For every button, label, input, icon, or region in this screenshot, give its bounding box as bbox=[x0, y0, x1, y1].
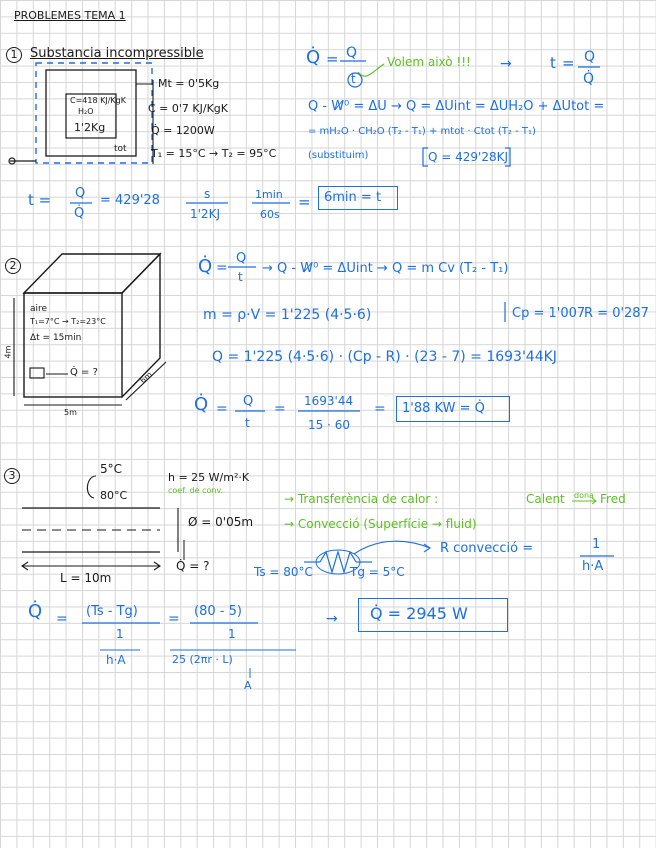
p3-final-arrow: → bbox=[326, 611, 338, 627]
p1-t-eq-qdot: Q̇ bbox=[583, 71, 595, 87]
p2-eq-3: = bbox=[274, 401, 286, 417]
problem-2-number: 2 bbox=[5, 258, 21, 274]
p1-eq-sign: = bbox=[326, 50, 339, 68]
p1-energy-line-1: Q - W̸⁰ = ΔU → Q = ΔUint = ΔUH₂O + ΔUtot = bbox=[308, 99, 605, 114]
box-label-mass: 1'2Kg bbox=[74, 121, 106, 134]
p3-final-num2: (80 - 5) bbox=[194, 604, 242, 619]
p3-r-num: 1 bbox=[592, 537, 601, 552]
box-label-c-water: C=418 KJ/KgK bbox=[70, 96, 126, 105]
cube-dim-bottom: 5m bbox=[64, 408, 77, 417]
p1-t-line-s: s bbox=[204, 187, 211, 201]
data-temperatures: T₁ = 15°C → T₂ = 95°C bbox=[151, 147, 277, 160]
p1-volem-note: Volem això !!! bbox=[387, 55, 471, 69]
p1-t-line-lhs: t = bbox=[28, 191, 52, 209]
cube-label-q: Q̇ = ? bbox=[70, 367, 98, 378]
p2-final-num: 1693'44 bbox=[304, 394, 354, 408]
p3-ts: Ts = 80°C bbox=[254, 565, 313, 579]
p3-h-value: h = 25 W/m²·K bbox=[168, 471, 250, 484]
p2-final-t: t bbox=[245, 416, 250, 430]
p2-eq-2: = bbox=[216, 401, 228, 417]
p1-t-line-value: = 429'28 bbox=[100, 193, 160, 208]
p3-r-label: R convecció = bbox=[440, 541, 534, 556]
p1-q-numerator: Q bbox=[346, 45, 358, 61]
p1-t-eq-sign: = bbox=[562, 54, 575, 72]
p1-substituim: (substituim) bbox=[308, 150, 369, 161]
data-heat-capacity: C = 0'7 KJ/KgK bbox=[148, 102, 228, 115]
p2-final-q: Q bbox=[243, 394, 254, 409]
problem-1-title: Substancia incompressible bbox=[30, 46, 204, 61]
p3-final-result: Q̇ = 2945 W bbox=[370, 604, 468, 623]
p1-t-line-eq: = bbox=[298, 193, 311, 211]
page-title: PROBLEMES TEMA 1 bbox=[14, 9, 126, 22]
p3-final-mid1: 1 bbox=[116, 627, 124, 641]
p1-t-line-60s: 60s bbox=[260, 208, 280, 221]
p1-t-line-kj: 1'2KJ bbox=[190, 207, 220, 221]
p3-diameter: Ø = 0'05m bbox=[188, 515, 254, 529]
p3-q-unknown: Q̇ = ? bbox=[176, 559, 210, 573]
p3-temp-outside: 5°C bbox=[100, 462, 123, 476]
cube-label-temps: T₁=7°C → T₂=23°C bbox=[30, 317, 106, 326]
p1-energy-line-2: = mH₂O · CH₂O (T₂ - T₁) + mtot · Ctot (T₂ - T₁) bbox=[308, 126, 536, 137]
p3-final-den2: 25 (2πr · L) bbox=[172, 653, 233, 666]
p2-q-num: Q bbox=[236, 251, 247, 266]
p2-t-den: t bbox=[238, 270, 243, 284]
p3-h-note: coef. de conv. bbox=[168, 486, 224, 495]
p2-eq-4: = bbox=[374, 401, 386, 417]
cube-label-dt: Δt = 15min bbox=[30, 333, 82, 343]
p3-length: L = 10m bbox=[60, 571, 112, 585]
data-mass-total: Mt = 0'5Kg bbox=[158, 77, 220, 90]
p3-final-area: A bbox=[244, 679, 252, 692]
p3-final-eq-2: = bbox=[168, 611, 180, 627]
p3-tg: Tg = 5°C bbox=[350, 565, 405, 579]
box-label-tot: tot bbox=[114, 144, 127, 154]
p3-final-qdot: Q̇ bbox=[28, 601, 43, 622]
p1-t-line-q: Q bbox=[75, 186, 86, 201]
p3-green-transfer: → Transferència de calor : bbox=[284, 492, 439, 506]
p2-line-1: → Q - W̸⁰ = ΔUint → Q = m Cv (T₂ - T₁) bbox=[262, 261, 509, 276]
p2-final-result: 1'88 KW = Q̇ bbox=[402, 401, 485, 416]
p2-eq-1: = bbox=[216, 260, 228, 276]
p1-t-line-min: 1min bbox=[255, 188, 283, 201]
p2-line-3: Q = 1'225 (4·5·6) · (Cp - R) · (23 - 7) = 1693'44KJ bbox=[212, 349, 557, 365]
p1-t-denominator: t bbox=[351, 72, 356, 86]
p3-temp-inside: 80°C bbox=[100, 489, 128, 502]
p1-t-variable: t bbox=[550, 54, 556, 72]
p2-line-2-mass: m = ρ·V = 1'225 (4·5·6) bbox=[203, 307, 372, 323]
p2-final-den: 15 · 60 bbox=[308, 418, 350, 432]
p3-final-eq-1: = bbox=[56, 611, 68, 627]
cube-label-air: aire bbox=[30, 304, 48, 314]
data-power: Q̇ = 1200W bbox=[151, 124, 215, 137]
p1-qdot-symbol: Q̇ bbox=[306, 47, 321, 68]
p1-t-line-qdot: Q̇ bbox=[74, 206, 85, 221]
box-label-h2o: H₂O bbox=[78, 107, 94, 116]
p2-qdot-final: Q̇ bbox=[194, 394, 209, 415]
p1-arrow: → bbox=[500, 56, 512, 72]
p2-line-2-r: R = 0'287 bbox=[584, 306, 649, 321]
p3-green-dona: dona bbox=[574, 491, 594, 500]
problem-1-number: 1 bbox=[6, 47, 22, 63]
p3-final-mid2: 1 bbox=[228, 627, 236, 641]
p3-green-convection: → Convecció (Superfície → fluid) bbox=[284, 517, 477, 531]
p2-line-2-cp: Cp = 1'007 bbox=[512, 306, 586, 321]
p3-final-den1: h·A bbox=[106, 653, 126, 667]
p3-green-calent: Calent bbox=[526, 492, 565, 506]
p1-t-result: 6min = t bbox=[324, 190, 382, 205]
p3-final-num1: (Ts - Tg) bbox=[86, 604, 138, 619]
p3-green-fred: Fred bbox=[600, 492, 626, 506]
p3-r-den: h·A bbox=[582, 559, 604, 574]
p2-qdot-symbol: Q̇ bbox=[198, 256, 213, 277]
problem-3-number: 3 bbox=[4, 468, 20, 484]
cube-dim-depth: 6m bbox=[138, 370, 154, 386]
p1-q-result: Q = 429'28KJ bbox=[428, 150, 509, 164]
cube-dim-side: 4m bbox=[3, 345, 13, 359]
p1-t-eq-q: Q bbox=[584, 49, 596, 65]
